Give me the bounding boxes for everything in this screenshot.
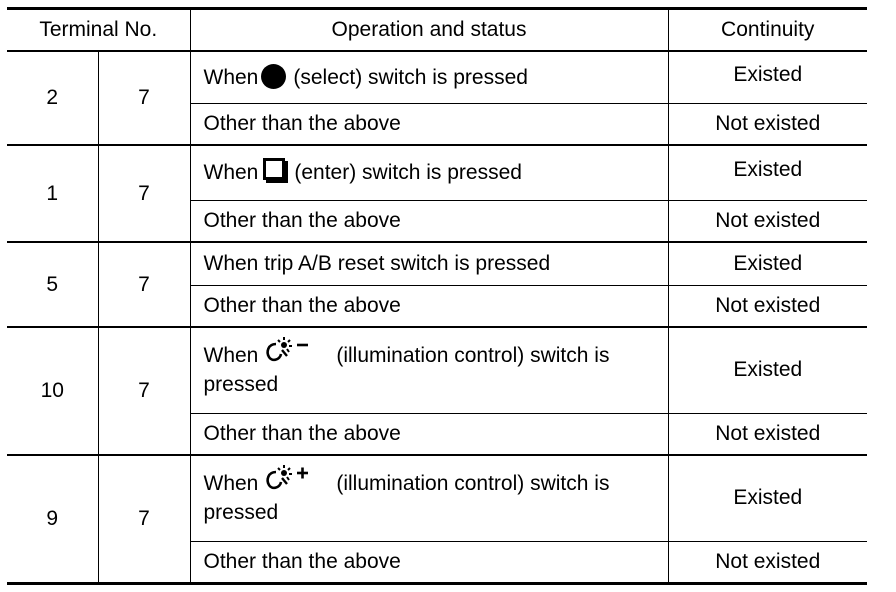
terminal-a: 5 — [7, 242, 98, 327]
table-row — [7, 145, 867, 200]
operation-text-before: When — [203, 65, 259, 89]
filled-circle-icon — [261, 64, 286, 89]
operation-cell — [190, 455, 668, 541]
continuity-cell: Existed — [668, 327, 867, 413]
table-row — [7, 242, 867, 285]
operation-text-before: When — [203, 344, 259, 368]
terminal-b: 7 — [98, 51, 190, 145]
header-terminal-no: Terminal No. — [7, 9, 190, 52]
table-row — [7, 51, 867, 103]
operation-cell: Other than the above — [190, 103, 668, 145]
continuity-table — [7, 7, 867, 585]
operation-text-before: When — [203, 472, 259, 496]
terminal-b: 7 — [98, 455, 190, 583]
header-continuity: Continuity — [668, 9, 867, 52]
terminal-a: 1 — [7, 145, 98, 242]
terminal-b: 7 — [98, 242, 190, 327]
terminal-b: 7 — [98, 327, 190, 455]
table-row — [7, 455, 867, 541]
continuity-cell: Existed — [668, 145, 867, 200]
illumination-plus-icon — [264, 464, 310, 492]
operation-text-after: (select) switch is pressed — [293, 65, 528, 89]
operation-text-after: (illumination control) switch is — [336, 344, 610, 368]
square-enter-icon — [263, 158, 285, 180]
terminal-a: 9 — [7, 455, 98, 583]
operation-cell: Other than the above — [190, 285, 668, 327]
continuity-cell: Existed — [668, 242, 867, 285]
continuity-cell: Not existed — [668, 413, 867, 455]
operation-cell — [190, 145, 668, 200]
operation-cell: Other than the above — [190, 200, 668, 242]
operation-cell: Other than the above — [190, 413, 668, 455]
header-operation: Operation and status — [190, 9, 668, 52]
continuity-cell: Existed — [668, 51, 867, 103]
terminal-a: 10 — [7, 327, 98, 455]
operation-cell — [190, 327, 668, 413]
table-row — [7, 327, 867, 413]
operation-cell: When trip A/B reset switch is pressed — [190, 242, 668, 285]
terminal-a: 2 — [7, 51, 98, 145]
operation-text-after: (illumination control) switch is — [336, 472, 610, 496]
operation-text-after: (enter) switch is pressed — [294, 161, 522, 185]
terminal-b: 7 — [98, 145, 190, 242]
operation-cell: Other than the above — [190, 541, 668, 583]
illumination-minus-icon — [264, 336, 310, 364]
header-row — [7, 9, 867, 52]
continuity-cell: Existed — [668, 455, 867, 541]
continuity-cell: Not existed — [668, 541, 867, 583]
operation-text-line2: pressed — [203, 373, 279, 397]
operation-text-line2: pressed — [203, 501, 279, 525]
continuity-cell: Not existed — [668, 285, 867, 327]
continuity-cell: Not existed — [668, 103, 867, 145]
operation-cell — [190, 51, 668, 103]
operation-text-before: When — [203, 161, 259, 185]
continuity-cell: Not existed — [668, 200, 867, 242]
